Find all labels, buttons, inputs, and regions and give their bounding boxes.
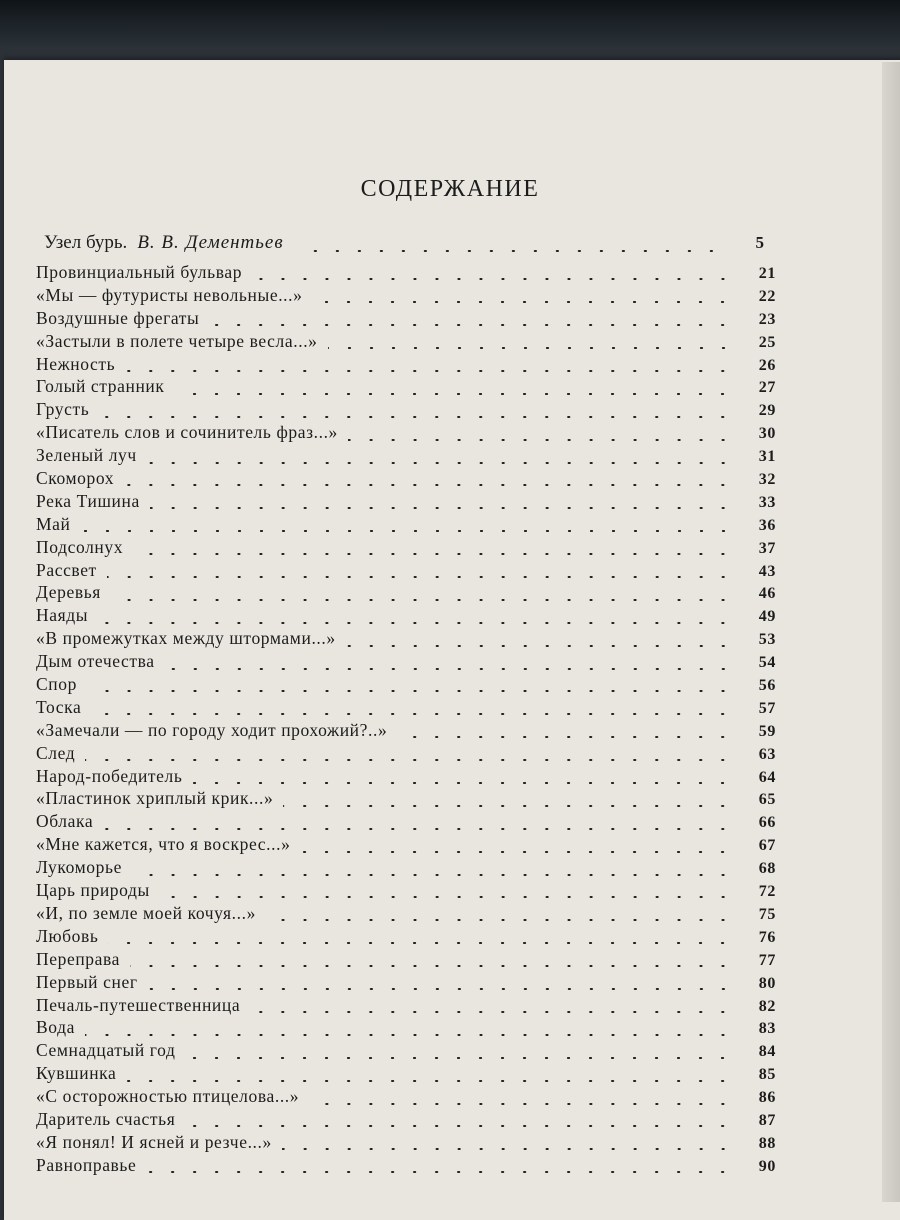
- toc-entry: [36, 788, 776, 811]
- toc-entry-title: Скоморох: [36, 468, 115, 489]
- toc-entry-page-number: 64: [758, 768, 776, 786]
- dot-leader: [85, 1034, 734, 1036]
- toc-entry-page-number: 43: [758, 562, 776, 580]
- toc-entry: [36, 674, 776, 697]
- toc-entry: [36, 880, 776, 903]
- toc-entry-title: «Писатель слов и сочинитель фраз...»: [36, 422, 338, 443]
- toc-entry-title: Подсолнух: [36, 536, 124, 557]
- dot-leader: [174, 393, 734, 395]
- toc-entry-title: Царь природы: [36, 880, 150, 901]
- toc-entry-title: Лукоморье: [36, 857, 122, 878]
- toc-entry-title: Тоска: [36, 696, 82, 717]
- toc-entry-title: След: [36, 742, 76, 763]
- toc-entry-page-number: 37: [758, 539, 776, 557]
- toc-entry: [36, 1017, 776, 1040]
- toc-entry-page-number: 75: [758, 905, 776, 923]
- dot-leader: [91, 713, 734, 715]
- dot-leader: [312, 301, 734, 303]
- toc-entry-title: «Мы — футуристы невольные...»: [36, 284, 303, 305]
- toc-entry-page-number: 65: [758, 791, 776, 809]
- dot-leader: [160, 896, 734, 898]
- dot-leader: [146, 1171, 734, 1173]
- toc-entry-page-number: 77: [758, 951, 776, 969]
- toc-list: [36, 262, 776, 1178]
- toc-entry-page-number: 85: [758, 1066, 776, 1084]
- toc-entry: [36, 491, 776, 514]
- dot-leader: [309, 1103, 734, 1105]
- toc-entry-title: Народ-победитель: [36, 765, 183, 786]
- toc-entry: [36, 468, 776, 491]
- dot-leader: [192, 782, 734, 784]
- toc-entry-page-number: 76: [758, 928, 776, 946]
- toc-entry-page-number: 32: [758, 471, 776, 489]
- toc-entry: [36, 903, 776, 926]
- dot-leader: [209, 324, 734, 326]
- toc-entry: [36, 651, 776, 674]
- dot-leader: [283, 805, 734, 807]
- toc-entry: [36, 285, 776, 308]
- intro-author: В. В. Дементьев: [137, 232, 284, 253]
- dot-leader: [266, 919, 734, 921]
- toc-entry-title: «Замечали — по городу ходит прохожий?..»: [36, 719, 388, 740]
- dot-leader: [282, 1148, 734, 1150]
- dot-leader: [185, 1125, 734, 1127]
- toc-entry: [36, 262, 776, 285]
- toc-entry-page-number: 67: [758, 837, 776, 855]
- toc-entry: [36, 422, 776, 445]
- dot-leader: [85, 759, 734, 761]
- toc-entry: [36, 1132, 776, 1155]
- toc-entry: [36, 743, 776, 766]
- toc-entry: [36, 354, 776, 377]
- toc-entry-title: «Мне кажется, что я воскрес...»: [36, 834, 291, 855]
- toc-entry-title: Семнадцатый год: [36, 1040, 176, 1061]
- dot-leader: [126, 1080, 734, 1082]
- toc-entry-title: Деревья: [36, 582, 101, 603]
- toc-entry-title: Дым отечества: [36, 651, 155, 672]
- dot-leader: [302, 250, 722, 252]
- toc-entry-page-number: 25: [758, 333, 776, 351]
- toc-entry: [36, 926, 776, 949]
- dot-leader: [150, 507, 734, 509]
- toc-entry: [36, 308, 776, 331]
- toc-entry-title: Река Тишина: [36, 490, 140, 511]
- toc-entry-title: Даритель счастья: [36, 1108, 176, 1129]
- toc-entry: [36, 834, 776, 857]
- dot-leader: [81, 530, 735, 532]
- toc-entry-page-number: 33: [758, 493, 776, 511]
- intro-label: Узел бурь.: [44, 232, 128, 253]
- toc-entry: [36, 445, 776, 468]
- toc-entry-page-number: 46: [758, 585, 776, 603]
- dot-leader: [133, 553, 734, 555]
- toc-entry: [36, 1040, 776, 1063]
- toc-entry-page-number: 54: [758, 654, 776, 672]
- dot-leader: [148, 988, 734, 990]
- toc-intro-entry: [44, 232, 764, 258]
- toc-entry-title: Печаль-путешественница: [36, 994, 241, 1015]
- toc-entry: [36, 628, 776, 651]
- toc-entry: [36, 1109, 776, 1132]
- toc-entry-page-number: 80: [758, 974, 776, 992]
- toc-entry-title: «И, по земле моей кочуя...»: [36, 902, 256, 923]
- toc-entry-title: «В промежутках между штормами...»: [36, 628, 336, 649]
- toc-entry-page-number: 84: [758, 1043, 776, 1061]
- toc-entry-page-number: 22: [758, 287, 776, 305]
- dot-leader: [108, 942, 734, 944]
- dot-leader: [346, 645, 734, 647]
- toc-entry: [36, 560, 776, 583]
- toc-entry-page-number: 86: [758, 1089, 776, 1107]
- dot-leader: [165, 668, 734, 670]
- toc-entry-title: Кувшинка: [36, 1063, 117, 1084]
- dot-leader: [252, 278, 734, 280]
- toc-entry-page-number: 27: [758, 379, 776, 397]
- dot-leader: [147, 462, 734, 464]
- toc-entry-page-number: 23: [758, 310, 776, 328]
- toc-entry-page-number: 21: [758, 265, 776, 282]
- toc-entry-title: Провинциальный бульвар: [36, 262, 243, 282]
- toc-entry-title: Любовь: [36, 925, 99, 946]
- dot-leader: [300, 851, 734, 853]
- toc-entry-page-number: 66: [758, 814, 776, 832]
- toc-entry-page-number: 29: [758, 402, 776, 420]
- toc-entry: [36, 605, 776, 628]
- toc-entry-page-number: 63: [758, 745, 776, 763]
- toc-entry-page-number: 30: [758, 425, 776, 443]
- toc-entry-title: «С осторожностью птицелова...»: [36, 1086, 300, 1107]
- dot-leader: [107, 576, 734, 578]
- toc-entry-title: Спор: [36, 674, 77, 695]
- dot-leader: [125, 370, 734, 372]
- toc-entry-page-number: 36: [758, 516, 776, 534]
- dot-leader: [103, 828, 734, 830]
- toc-entry-page-number: 53: [758, 631, 776, 649]
- toc-entry-page-number: 26: [758, 356, 776, 374]
- toc-entry-page-number: 82: [758, 997, 776, 1015]
- dot-leader: [185, 1057, 734, 1059]
- toc-entry-page-number: 83: [758, 1020, 776, 1038]
- dot-leader: [348, 439, 734, 441]
- toc-entry-page-number: 68: [758, 860, 776, 878]
- toc-entry: [36, 949, 776, 972]
- toc-entry: [36, 811, 776, 834]
- toc-entry: [36, 720, 776, 743]
- toc-entry-title: Май: [36, 513, 71, 534]
- dot-leader: [124, 484, 734, 486]
- dot-leader: [99, 416, 734, 418]
- toc-entry-title: «Я понял! И ясней и резче...»: [36, 1131, 272, 1152]
- toc-entry: [36, 537, 776, 560]
- intro-page-number: 5: [755, 233, 764, 252]
- toc-entry-title: Зеленый луч: [36, 445, 137, 466]
- dot-leader: [132, 874, 734, 876]
- toc-entry-page-number: 49: [758, 608, 776, 626]
- toc-entry: [36, 582, 776, 605]
- toc-entry-title: Вода: [36, 1017, 75, 1038]
- toc-entry-title: Переправа: [36, 948, 121, 969]
- dot-leader: [87, 690, 734, 692]
- dot-leader: [250, 1011, 734, 1013]
- toc-entry-title: «Пластинок хриплый крик...»: [36, 788, 274, 809]
- toc-entry: [36, 1086, 776, 1109]
- toc-entry-page-number: 87: [758, 1111, 776, 1129]
- toc-entry-title: Наяды: [36, 605, 89, 626]
- toc-entry-page-number: 56: [758, 677, 776, 695]
- toc-entry-page-number: 57: [758, 699, 776, 717]
- toc-entry-title: Нежность: [36, 353, 116, 374]
- dot-leader: [328, 347, 734, 349]
- toc-entry-title: Первый снег: [36, 971, 138, 992]
- toc-entry-title: Равноправье: [36, 1154, 137, 1175]
- toc-entry-title: Рассвет: [36, 559, 97, 580]
- toc-entry: [36, 697, 776, 720]
- toc-entry-page-number: 59: [758, 722, 776, 740]
- toc-entry: [36, 995, 776, 1018]
- toc-entry: [36, 331, 776, 354]
- toc-entry: [36, 1155, 776, 1178]
- toc-entry: [36, 857, 776, 880]
- toc-entry: [36, 766, 776, 789]
- background-top: [0, 0, 900, 48]
- dot-leader: [397, 736, 734, 738]
- toc-entry-title: «Застыли в полете четыре весла...»: [36, 330, 318, 351]
- toc-entry-page-number: 72: [758, 883, 776, 901]
- toc-entry: [36, 1063, 776, 1086]
- toc-entry-page-number: 31: [758, 448, 776, 466]
- toc-entry: [36, 514, 776, 537]
- toc-entry: [36, 376, 776, 399]
- dot-leader: [111, 599, 734, 601]
- toc-entry-page-number: 88: [758, 1134, 776, 1152]
- toc-entry-title: Голый странник: [36, 376, 165, 397]
- dot-leader: [130, 965, 734, 967]
- toc-entry-title: Воздушные фрегаты: [36, 307, 200, 328]
- toc-entry: [36, 399, 776, 422]
- toc-entry-title: Грусть: [36, 399, 90, 420]
- toc-entry-page-number: 90: [758, 1157, 776, 1175]
- toc-entry-title: Облака: [36, 811, 94, 832]
- toc-entry: [36, 972, 776, 995]
- dot-leader: [98, 622, 734, 624]
- page-edge: [882, 62, 900, 1202]
- page-title: СОДЕРЖАНИЕ: [360, 176, 540, 202]
